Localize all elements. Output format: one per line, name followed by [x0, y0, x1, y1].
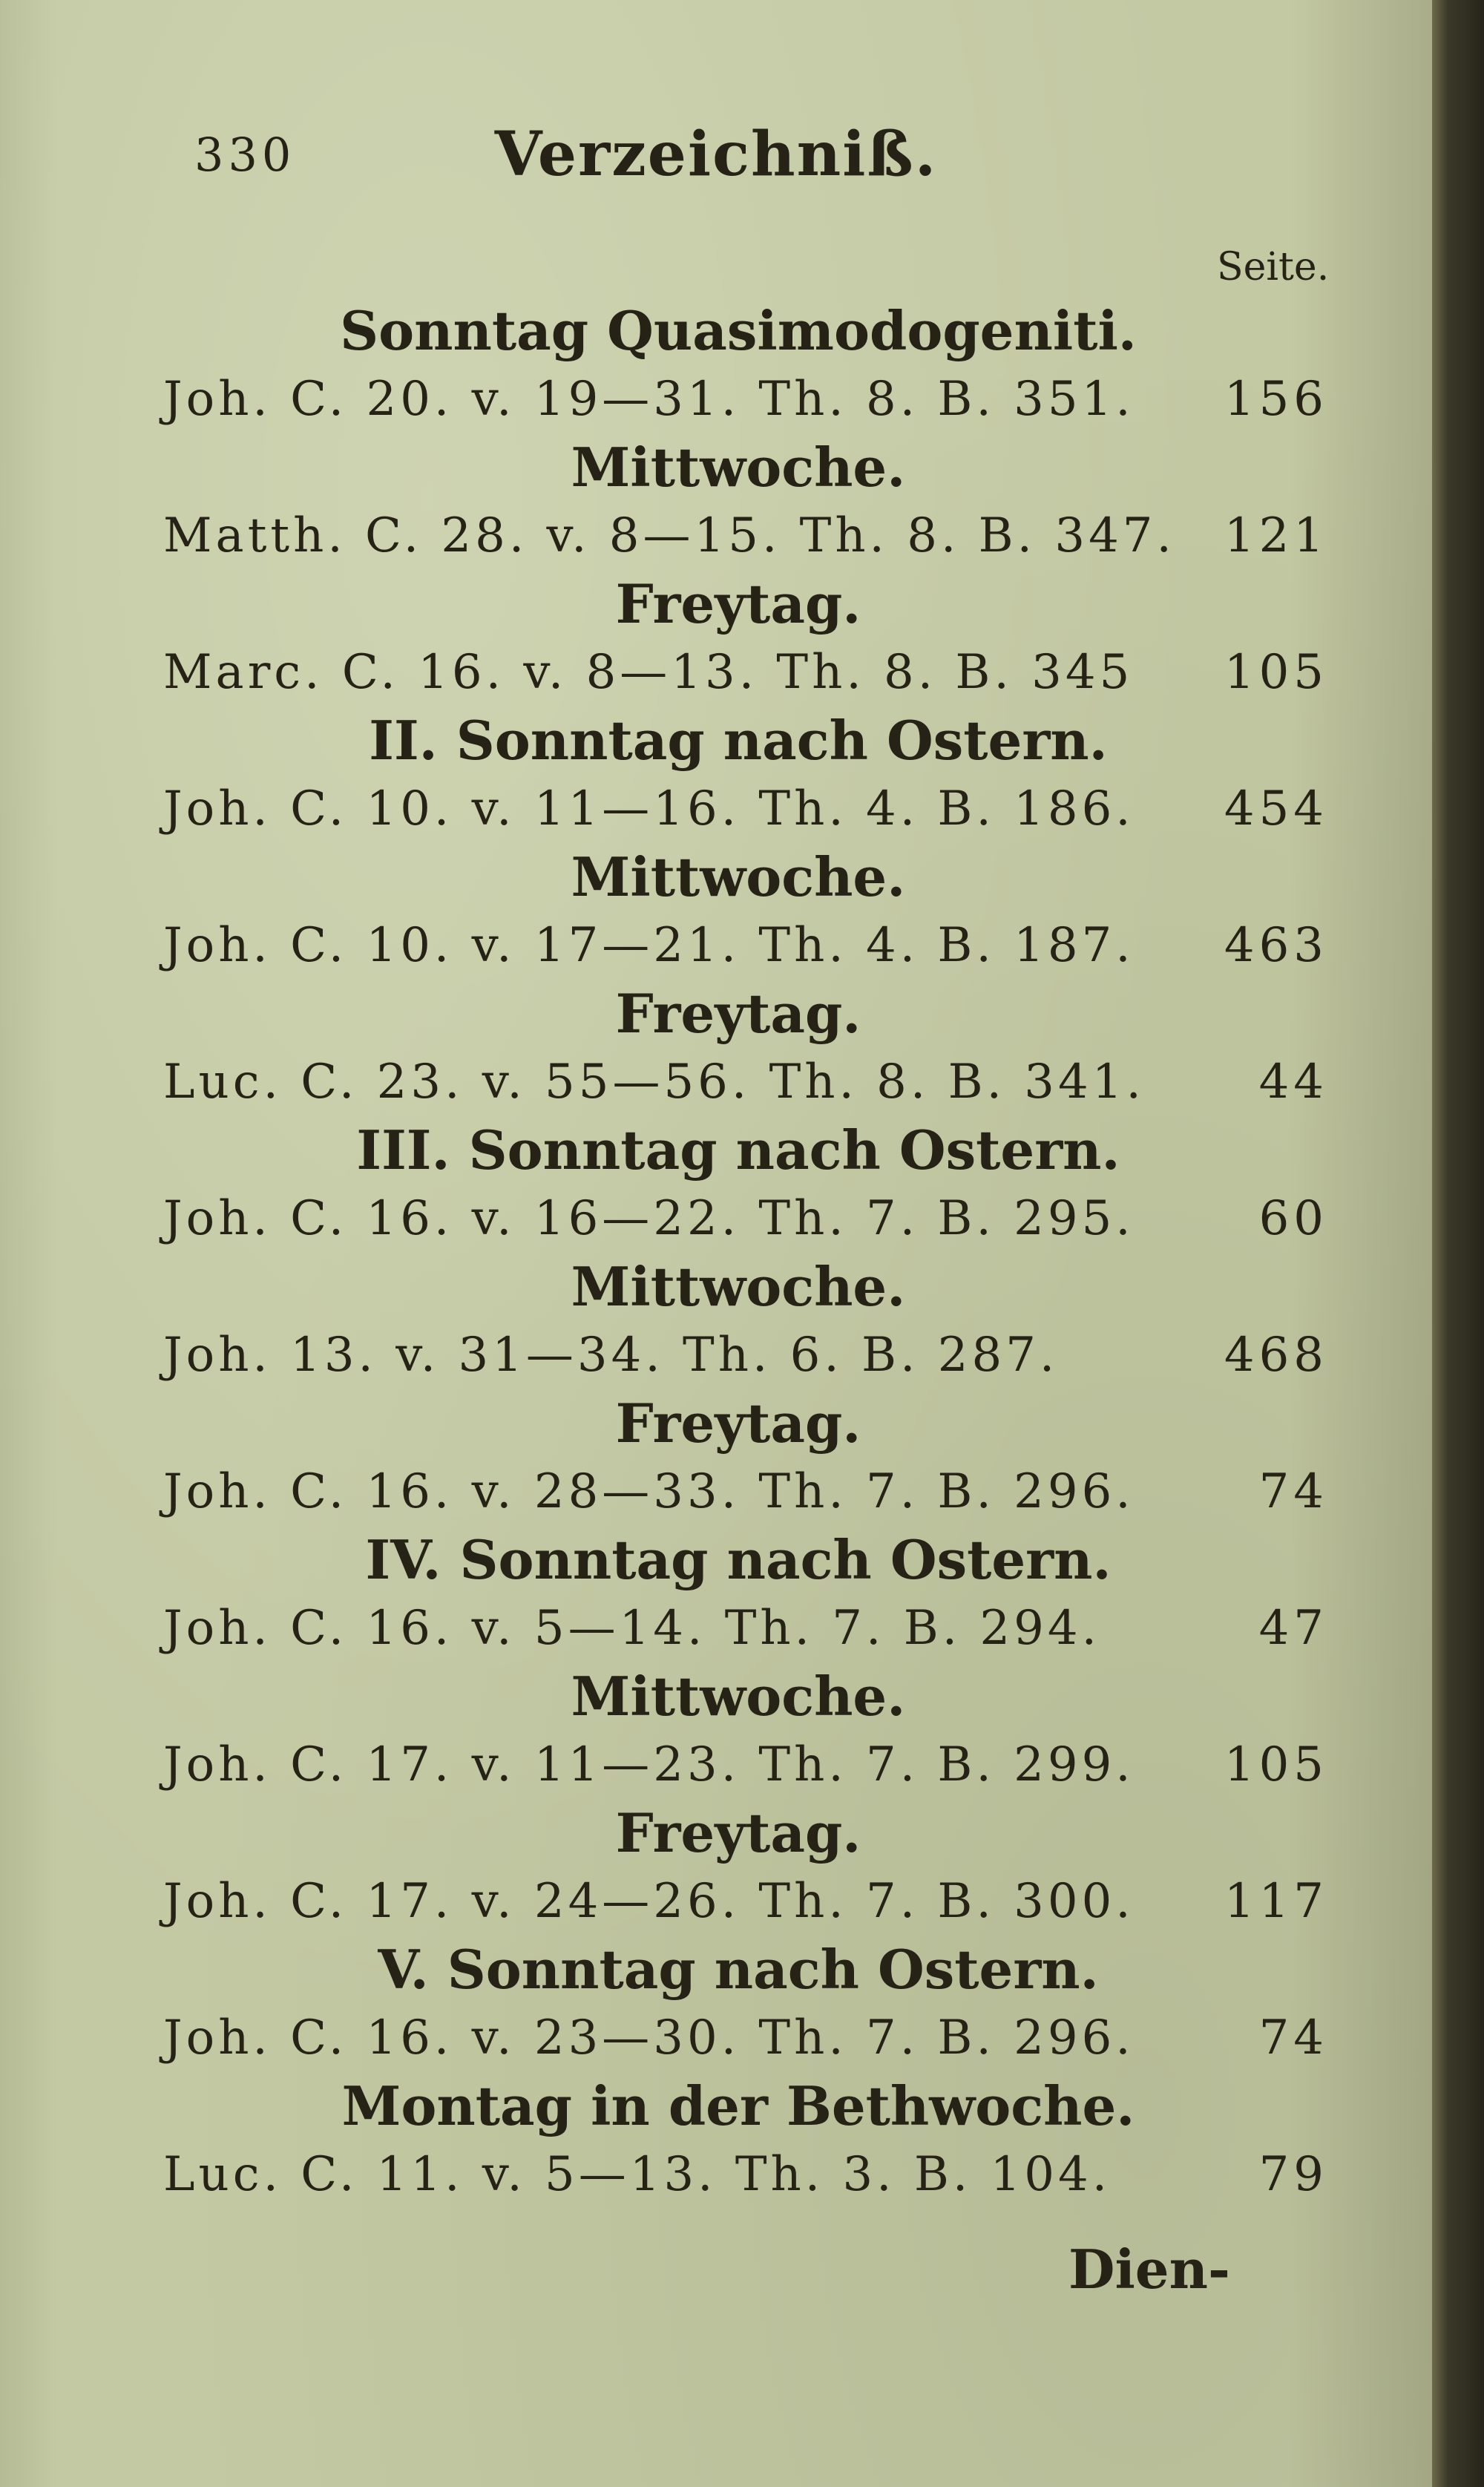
section-heading: Mittwoche. [571, 436, 906, 499]
page-reference: 156 [1224, 372, 1328, 427]
section-heading: Montag in der Bethwoche. [341, 2074, 1135, 2137]
section-heading: Mittwoche. [571, 1255, 906, 1318]
page-reference: 47 [1258, 1601, 1328, 1656]
reference-row [0, 2140, 1432, 2209]
page-number: 330 [194, 128, 296, 182]
scripture-reference: Joh. C. 10. v. 17—21. Th. 4. B. 187. [163, 918, 1135, 973]
section-heading: II. Sonntag nach Ostern. [369, 709, 1108, 772]
page-reference: 74 [1258, 2011, 1328, 2065]
page-reference: 463 [1224, 918, 1328, 973]
reference-row [0, 2004, 1432, 2072]
reference-row [0, 775, 1432, 843]
page-reference: 105 [1224, 1737, 1328, 1792]
reference-row [0, 638, 1432, 707]
section-heading: Mittwoche. [571, 845, 906, 908]
section-heading: Sonntag Quasimodogeniti. [340, 299, 1137, 362]
page-reference: 454 [1224, 782, 1328, 836]
section-heading: Freytag. [615, 572, 861, 635]
scripture-reference: Joh. C. 17. v. 24—26. Th. 7. B. 300. [163, 1874, 1135, 1929]
page-reference: 105 [1224, 645, 1328, 700]
scripture-reference: Joh. C. 10. v. 11—16. Th. 4. B. 186. [163, 782, 1135, 836]
scripture-reference: Joh. 13. v. 31—34. Th. 6. B. 287. [163, 1328, 1059, 1383]
scripture-reference: Joh. C. 16. v. 16—22. Th. 7. B. 295. [163, 1191, 1135, 1246]
index-entries [0, 297, 1432, 2209]
section-heading: V. Sonntag nach Ostern. [378, 1938, 1099, 2001]
section-heading: Freytag. [615, 1392, 861, 1455]
reference-row [0, 502, 1432, 570]
page-column-label: Seite. [1217, 245, 1330, 289]
scripture-reference: Joh. C. 17. v. 11—23. Th. 7. B. 299. [163, 1737, 1135, 1792]
scripture-reference: Joh. C. 16. v. 23—30. Th. 7. B. 296. [163, 2011, 1135, 2065]
catchword: Dien- [1068, 2238, 1230, 2301]
scripture-reference: Joh. C. 20. v. 19—31. Th. 8. B. 351. [163, 372, 1135, 427]
reference-row [0, 1184, 1432, 1253]
reference-row [0, 1048, 1432, 1116]
page-reference: 468 [1224, 1328, 1328, 1383]
scripture-reference: Luc. C. 11. v. 5—13. Th. 3. B. 104. [163, 2147, 1112, 2202]
section-heading: Freytag. [615, 982, 861, 1045]
page-reference: 117 [1224, 1874, 1328, 1929]
scripture-reference: Joh. C. 16. v. 28—33. Th. 7. B. 296. [163, 1464, 1135, 1519]
page-reference: 74 [1258, 1464, 1328, 1519]
page-reference: 79 [1258, 2147, 1328, 2202]
scripture-reference: Marc. C. 16. v. 8—13. Th. 8. B. 345 [163, 645, 1134, 700]
reference-row [0, 1594, 1432, 1662]
page-reference: 60 [1258, 1191, 1328, 1246]
page-reference: 121 [1224, 508, 1328, 563]
reference-row [0, 911, 1432, 980]
reference-row [0, 365, 1432, 433]
scripture-reference: Luc. C. 23. v. 55—56. Th. 8. B. 341. [163, 1055, 1145, 1110]
page-reference: 44 [1258, 1055, 1328, 1110]
page-header [0, 119, 1432, 200]
scripture-reference: Matth. C. 28. v. 8—15. Th. 8. B. 347. [163, 508, 1175, 563]
scripture-reference: Joh. C. 16. v. 5—14. Th. 7. B. 294. [163, 1601, 1100, 1656]
running-title: Verzeichniß. [494, 119, 938, 190]
section-heading: IV. Sonntag nach Ostern. [365, 1528, 1112, 1591]
reference-row [0, 1458, 1432, 1526]
reference-row [0, 1867, 1432, 1936]
section-heading: Mittwoche. [571, 1665, 906, 1728]
section-heading: Freytag. [615, 1801, 861, 1864]
book-spine-edge [1432, 0, 1484, 2487]
reference-row [0, 1731, 1432, 1799]
section-heading: III. Sonntag nach Ostern. [356, 1118, 1120, 1182]
reference-row [0, 1321, 1432, 1389]
